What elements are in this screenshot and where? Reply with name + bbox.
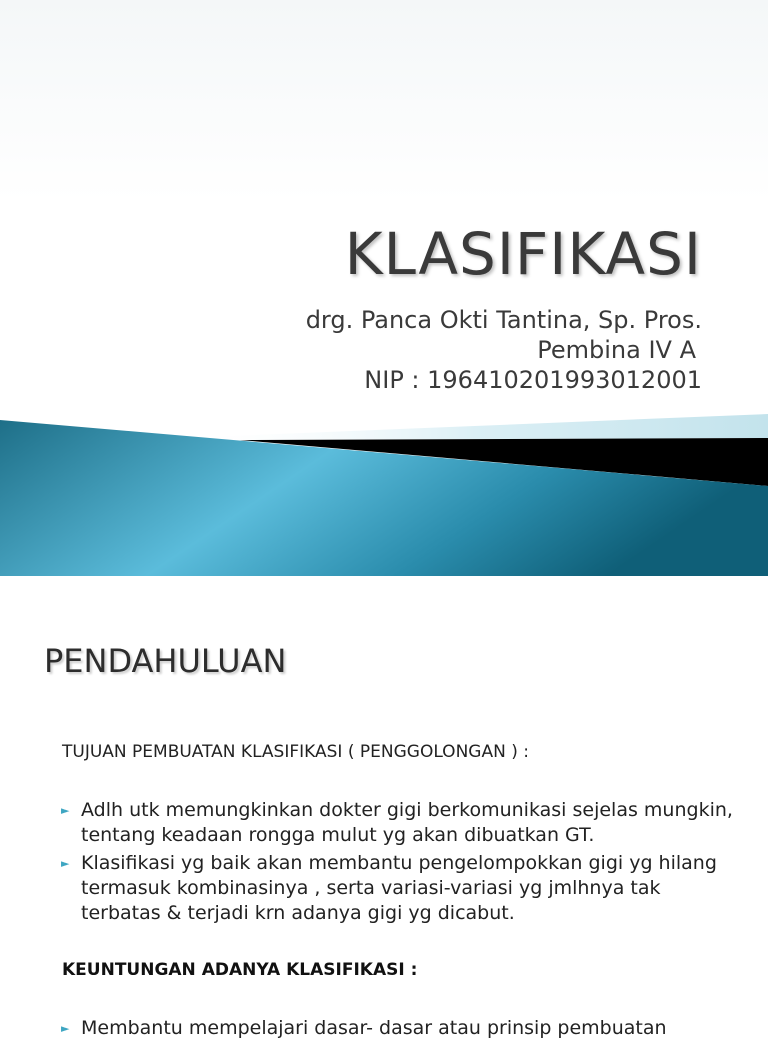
slide-gap bbox=[0, 576, 768, 598]
content-slide bbox=[0, 598, 768, 1039]
section-title: PENDAHULUAN bbox=[44, 642, 287, 680]
author-nip: NIP : 196410201993012001 bbox=[364, 366, 702, 394]
slide-title: KLASIFIKASI bbox=[344, 220, 702, 288]
bullet-text: Klasifikasi yg baik akan membantu pengelompokkan gigi yg hilang termasuk kombinasinya , serta variasi-variasi yg jmlhnya tak terbatas & terjadi krn adanya gigi yg dicabut. bbox=[81, 852, 717, 924]
author-rank: Pembina IV A bbox=[537, 336, 696, 364]
decorative-wave-band bbox=[0, 400, 768, 576]
bullet-text: Membantu mempelajari dasar- dasar atau prinsip pembuatan bbox=[81, 1017, 667, 1039]
list-item bbox=[60, 1016, 740, 1041]
benefits-heading: KEUNTUNGAN ADANYA KLASIFIKASI : bbox=[62, 960, 418, 980]
list-item bbox=[60, 798, 740, 848]
triangle-bullet-icon: ► bbox=[61, 804, 70, 817]
author-name: drg. Panca Okti Tantina, Sp. Pros. bbox=[305, 306, 702, 334]
triangle-bullet-icon: ► bbox=[61, 857, 70, 870]
list-item bbox=[60, 851, 740, 926]
intro-text: TUJUAN PEMBUATAN KLASIFIKASI ( PENGGOLONGAN ) : bbox=[62, 742, 529, 762]
light-strip bbox=[180, 414, 768, 440]
benefits-list bbox=[60, 1016, 740, 1044]
bullet-list bbox=[60, 798, 740, 929]
triangle-bullet-icon: ► bbox=[61, 1022, 70, 1035]
bullet-text: Adlh utk memungkinkan dokter gigi berkomunikasi sejelas mungkin, tentang keadaan rongga mulut yg akan dibuatkan GT. bbox=[81, 799, 733, 846]
